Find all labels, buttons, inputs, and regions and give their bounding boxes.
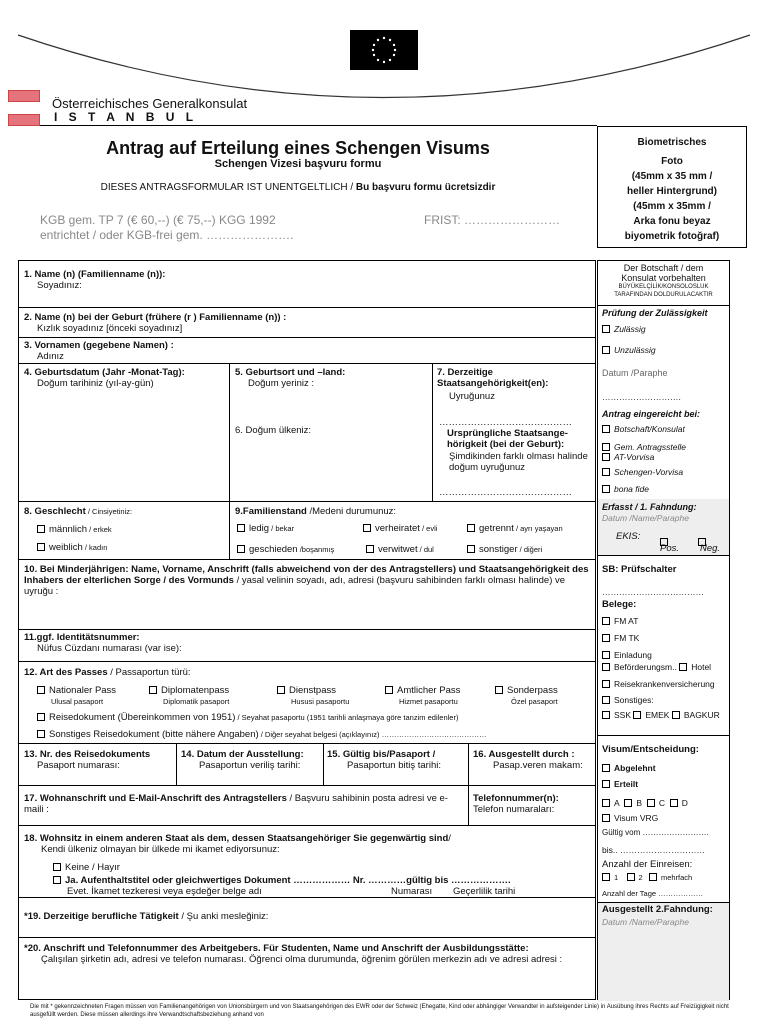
passport-national-option[interactable]: Nationaler Pass Ulusal pasaport xyxy=(37,685,116,707)
field-12-label: 12. Art des Passes / Passaportun türü: xyxy=(24,667,191,678)
consulate-city: I S T A N B U L xyxy=(54,110,198,124)
field-15-sub: Pasaportun bitiş tarihi: xyxy=(347,760,441,771)
second-search-heading: Ausgestellt 2.Fahndung: xyxy=(602,904,713,915)
office-use-column xyxy=(597,260,730,1000)
field-16-sub: Pasap.veren makam: xyxy=(493,760,583,771)
field-5-label: 5. Geburtsort und –land: xyxy=(235,367,346,378)
field-2-sub: Kızlık soyadınız [önceki soyadınız] xyxy=(37,323,183,334)
passport-other-option[interactable]: Sonstiges Reisedokument (bitte nähere Angaben) / Diğer seyahat belgesi (açıklayınız) …………………………………… xyxy=(37,729,487,740)
field-20-label: *20. Anschrift und Telefonnummer des Arbeitgebers. Für Studenten, Name und Anschrift der Ausbildungsstätte: xyxy=(24,943,529,954)
status-single-option[interactable]: ledig / bekar xyxy=(237,523,294,534)
field-1-sub: Soyadınız: xyxy=(37,280,82,291)
inadmissible-option[interactable]: Unzulässig xyxy=(602,345,656,355)
residence-yes-sub-2: Numarası xyxy=(391,886,433,897)
red-bar-top xyxy=(8,90,40,102)
passport-official-option[interactable]: Amtlicher Pass Hizmet pasaportu xyxy=(385,685,460,707)
visa-type-options[interactable]: A B C D xyxy=(602,798,688,808)
page-subtitle: Schengen Vizesi başvuru formu xyxy=(214,158,382,170)
field-7-sub: Uyruğunuz xyxy=(449,391,495,402)
free-notice: DIESES ANTRAGSFORMULAR IST UNENTGELTLICH / Bu başvuru formu ücretsizdir xyxy=(100,182,496,193)
admissible-option[interactable]: Zulässig xyxy=(602,324,646,334)
eu-flag-icon xyxy=(350,30,418,70)
field-11-sub: Nüfus Cüzdanı numarası (var ise): xyxy=(37,643,182,654)
sb-heading: SB: Prüfschalter xyxy=(602,564,677,575)
status-widowed-option[interactable]: verwitwet / dul xyxy=(366,544,434,555)
field-13-label: 13. Nr. des Reisedokuments xyxy=(24,749,151,760)
field-20-sub: Çalışılan şirketin adı, adresi ve telefon numarası. Öğrenci olma durumunda, öğrenim görülen merkezin adı ve adresi adresi : xyxy=(41,954,563,965)
sex-male-option[interactable]: männlich / erkek xyxy=(37,524,112,535)
passport-travel-doc-option[interactable]: Reisedokument (Übereinkommen von 1951) / Seyahat pasaportu (1951 tarihli anlaşmaya göre tanzim edilenler) xyxy=(37,712,458,723)
admissibility-heading: Prüfung der Zulässigkeit xyxy=(602,308,708,318)
visa-decision-heading: Visum/Entscheidung: xyxy=(602,744,699,755)
page-title: Antrag auf Erteilung eines Schengen Visums xyxy=(106,138,490,158)
field-19-label: *19. Derzeitige berufliche Tätigkeit / Şu anki mesleğiniz: xyxy=(24,911,269,922)
field-2-label: 2. Name (n) bei der Geburt (frühere (r ) Familienname (n)) : xyxy=(24,312,287,323)
submitted-schengen-prev-option[interactable]: Schengen-Vorvisa xyxy=(602,467,683,477)
passport-diplomatic-option[interactable]: Diplomatenpass Diplomatik pasaport xyxy=(149,685,229,707)
field-13-sub: Pasaport numarası: xyxy=(37,760,120,771)
field-17b-sub: Telefon numaraları: xyxy=(473,804,555,815)
visa-refused-option[interactable]: Abgelehnt xyxy=(602,763,656,773)
entries-heading: Anzahl der Einreisen: xyxy=(602,859,693,870)
entries-options[interactable]: 1 2 mehrfach xyxy=(602,873,692,883)
passport-service-option[interactable]: Dienstpass Hususi pasaportu xyxy=(277,685,349,707)
doc-travel-insurance-option[interactable]: Reisekrankenversicherung xyxy=(602,679,715,689)
ekis-label: EKIS: xyxy=(616,531,641,542)
status-married-option[interactable]: verheiratet / evli xyxy=(363,523,437,534)
documents-heading: Belege: xyxy=(602,599,637,610)
field-14-sub: Pasaportun veriliş tarihi: xyxy=(199,760,301,771)
field-18-sub: Kendi ülkeniz olmayan bir ülkede mi ikamet ediyorsunuz: xyxy=(41,844,280,855)
submitted-joint-option[interactable]: Gem. Antragsstelle xyxy=(602,442,686,452)
status-other-option[interactable]: sonstiger / diğeri xyxy=(467,544,542,555)
deadline-field: FRIST: …………………… xyxy=(424,213,561,227)
submitted-at-prev-option[interactable]: AT-Vorvisa xyxy=(602,452,654,462)
sb-dots: ……………………………… xyxy=(602,587,704,597)
field-5-sub: Doğum yeriniz : xyxy=(248,378,314,389)
sex-female-option[interactable]: weiblich / kadın xyxy=(37,542,107,553)
field-17-label: 17. Wohnanschrift und E-Mail-Anschrift des Antragstellers / Başvuru sahibinin posta adresi ve e-maili : xyxy=(24,793,448,815)
header-rule xyxy=(40,125,597,126)
bona-fide-option[interactable]: bona fide xyxy=(602,484,649,494)
field-10-label: 10. Bei Minderjährigen: Name, Vorname, Anschrift (falls abweichend von der des Antragstellers) und Staatsangehörigkeit des Inhabers der elterlichen Sorge / des Vormunds / yasal velinin soyadı, adı, adresi (başvuru sahibinden farklı olması halinde) ve uyruğu : xyxy=(24,564,589,597)
field-7b-label: Ursprüngliche Staatsange-hörigkeit (bei der Geburt): xyxy=(447,428,568,450)
footer-note: Die mit * gekennzeichneten Fragen müssen von Familienangehörigen von Unionsbürgern und von Staatsangehörigen des EWR oder der Schweiz (Ehegatte, Kind oder abhängiger Verwandter in aufsteigender Linie) in Ausübung ihres Rechts auf Freizügigkeit nicht ausgefüllt werden. Diese müssen allerdings ihre Verwandtschaftsbeziehung anhand von xyxy=(30,1004,729,1018)
ekis-pos-label: Pos. xyxy=(660,543,680,554)
doc-invitation-option[interactable]: Einladung xyxy=(602,650,652,660)
second-search-sub: Datum /Name/Paraphe xyxy=(602,917,689,927)
field-7-dots: …………………………………… xyxy=(439,417,572,428)
field-3-sub: Adınız xyxy=(37,351,64,362)
fee-note: KGB gem. TP 7 (€ 60,--) (€ 75,--) KGG 1992 entrichtet / oder KGB-frei gem. …………………. xyxy=(40,213,294,242)
status-divorced-option[interactable]: geschieden /boşanmış xyxy=(237,544,334,555)
doc-ssk-options[interactable]: SSK EMEK BAGKUR xyxy=(602,710,720,720)
field-17b-label: Telefonnummer(n): xyxy=(473,793,559,804)
visa-granted-option[interactable]: Erteilt xyxy=(602,779,638,789)
field-7-label: 7. Derzeitige Staatsangehörigkeit(en): xyxy=(437,367,549,389)
field-4-label: 4. Geburtsdatum (Jahr -Monat-Tag): xyxy=(24,367,185,378)
surname-input[interactable] xyxy=(179,281,579,297)
status-separated-option[interactable]: getrennt / ayrı yaşayan xyxy=(467,523,563,534)
residence-yes-sub-3: Geçerlilik tarihi xyxy=(453,886,516,897)
passport-special-option[interactable]: Sonderpass Özel pasaport xyxy=(495,685,558,707)
submitted-at-heading: Antrag eingereicht bei: xyxy=(602,409,701,419)
doc-fm-at-option[interactable]: FM AT xyxy=(602,616,638,626)
visa-vrg-option[interactable]: Visum VRG xyxy=(602,813,658,823)
photo-box: Biometrisches Foto (45mm x 35 mm / heller Hintergrund) (45mm x 35mm / Arka fonu beyaz biyometrik fotoğraf) xyxy=(597,126,747,248)
field-6-label: 6. Doğum ülkeniz: xyxy=(235,425,312,436)
doc-fm-tk-option[interactable]: FM TK xyxy=(602,633,639,643)
field-1-label: 1. Name (n) (Familienname (n)): xyxy=(24,269,166,280)
valid-until-field: bis.. ………………………… xyxy=(602,845,705,855)
ekis-neg-label: Neg. xyxy=(700,543,721,554)
consulate-name: Österreichisches Generalkonsulat xyxy=(52,96,248,111)
date-initials-label: Datum /Paraphe xyxy=(602,368,668,378)
field-14-label: 14. Datum der Ausstellung: xyxy=(181,749,304,760)
field-4-sub: Doğum tarihiniz (yıl-ay-gün) xyxy=(37,378,154,389)
doc-transport-option[interactable]: Beförderungsm.. Hotel xyxy=(602,662,711,672)
first-search-heading: Erfasst / 1. Fahndung: xyxy=(602,502,697,512)
submitted-embassy-option[interactable]: Botschaft/Konsulat xyxy=(602,424,685,434)
field-8-label: 8. Geschlecht / Cinsiyetiniz: xyxy=(24,506,133,517)
days-field: Anzahl der Tage ……………… xyxy=(602,889,704,898)
red-bar-bottom xyxy=(8,114,40,126)
field-7b-sub: Şimdikinden farklı olması halinde doğum uyruğunuz xyxy=(449,451,588,473)
residence-yes-option[interactable]: Ja. Aufenthaltstitel oder gleichwertiges Dokument ……………… Nr. …………gültig bis ………………. xyxy=(53,875,511,886)
valid-from-field: Gültig vom ……………………. xyxy=(602,828,709,837)
field-7b-dots: …………………………………… xyxy=(439,487,572,498)
field-18-label: 18. Wohnsitz in einem anderen Staat als dem, dessen Staatsangehöriger Sie gegenwärtig sind/ xyxy=(24,833,451,844)
field-16-label: 16. Ausgestellt durch : xyxy=(473,749,575,760)
office-use-header: Der Botschaft / dem Konsulat vorbehalten BÜYÜKELÇİLİK/KONSOLOSLUK TARAFINDAN DOLDURULACAKTIR xyxy=(614,263,713,298)
field-9-label: 9.Familienstand /Medeni durumunuz: xyxy=(235,506,397,517)
field-15-label: 15. Gültig bis/Pasaport / xyxy=(327,749,436,760)
field-3-label: 3. Vornamen (gegebene Namen) : xyxy=(24,340,174,351)
field-11-label: 11.ggf. Identitätsnummer: xyxy=(24,632,140,643)
residence-yes-sub-1: Evet. İkamet tezkeresi veya eşdeğer belge adı xyxy=(67,886,262,897)
residence-no-option[interactable]: Keine / Hayır xyxy=(53,862,120,873)
doc-other-option[interactable]: Sonstiges: xyxy=(602,695,654,705)
date-initials-dots: ………………………. xyxy=(602,392,681,402)
application-form xyxy=(18,260,596,1000)
first-search-sub: Datum /Name/Paraphe xyxy=(602,513,689,523)
